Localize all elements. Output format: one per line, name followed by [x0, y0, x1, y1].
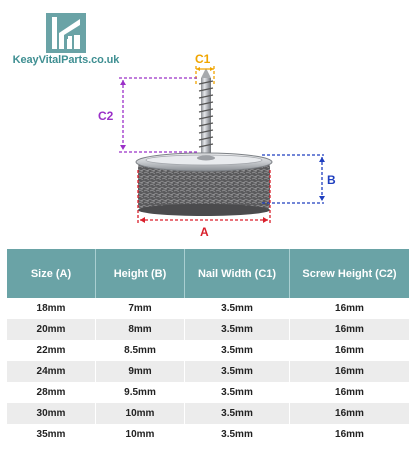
- table-row: [7, 403, 409, 424]
- cell-height: 8mm: [96, 319, 185, 340]
- cell-nail-width: 3.5mm: [185, 361, 290, 382]
- cell-screw-height: 16mm: [290, 361, 410, 382]
- brand-name: KeayVitalParts.co.uk: [12, 54, 120, 66]
- cell-height: 7mm: [96, 298, 185, 319]
- cell-size: 28mm: [7, 382, 96, 403]
- header-size: Size (A): [7, 249, 96, 298]
- table-row: [7, 361, 409, 382]
- cell-nail-width: 3.5mm: [185, 340, 290, 361]
- table-row: [7, 298, 409, 319]
- label-b: B: [327, 173, 336, 187]
- cell-nail-width: 3.5mm: [185, 424, 290, 445]
- cell-screw-height: 16mm: [290, 424, 410, 445]
- cell-nail-width: 3.5mm: [185, 382, 290, 403]
- header-nail-width: Nail Width (C1): [185, 249, 290, 298]
- cell-size: 22mm: [7, 340, 96, 361]
- cell-screw-height: 16mm: [290, 319, 410, 340]
- cell-height: 9mm: [96, 361, 185, 382]
- label-a: A: [200, 225, 209, 239]
- screw: [199, 68, 213, 156]
- cell-screw-height: 16mm: [290, 298, 410, 319]
- cell-screw-height: 16mm: [290, 403, 410, 424]
- cell-size: 30mm: [7, 403, 96, 424]
- cell-size: 20mm: [7, 319, 96, 340]
- cell-height: 9.5mm: [96, 382, 185, 403]
- cell-size: 24mm: [7, 361, 96, 382]
- cell-screw-height: 16mm: [290, 340, 410, 361]
- table-row: [7, 382, 409, 403]
- cell-height: 8.5mm: [96, 340, 185, 361]
- cell-size: 35mm: [7, 424, 96, 445]
- cell-nail-width: 3.5mm: [185, 319, 290, 340]
- table-header-row: [7, 249, 409, 298]
- cell-size: 18mm: [7, 298, 96, 319]
- header-screw-height: Screw Height (C2): [290, 249, 410, 298]
- cell-height: 10mm: [96, 403, 185, 424]
- header-height: Height (B): [96, 249, 185, 298]
- cell-screw-height: 16mm: [290, 382, 410, 403]
- table-row: [7, 340, 409, 361]
- table-row: [7, 319, 409, 340]
- dimension-c2: [119, 78, 198, 152]
- cell-height: 10mm: [96, 424, 185, 445]
- label-c2: C2: [98, 109, 114, 123]
- cell-nail-width: 3.5mm: [185, 403, 290, 424]
- size-table: [7, 249, 409, 445]
- metal-cap: [136, 153, 272, 171]
- cell-nail-width: 3.5mm: [185, 298, 290, 319]
- label-c1: C1: [195, 52, 211, 66]
- table-row: [7, 424, 409, 445]
